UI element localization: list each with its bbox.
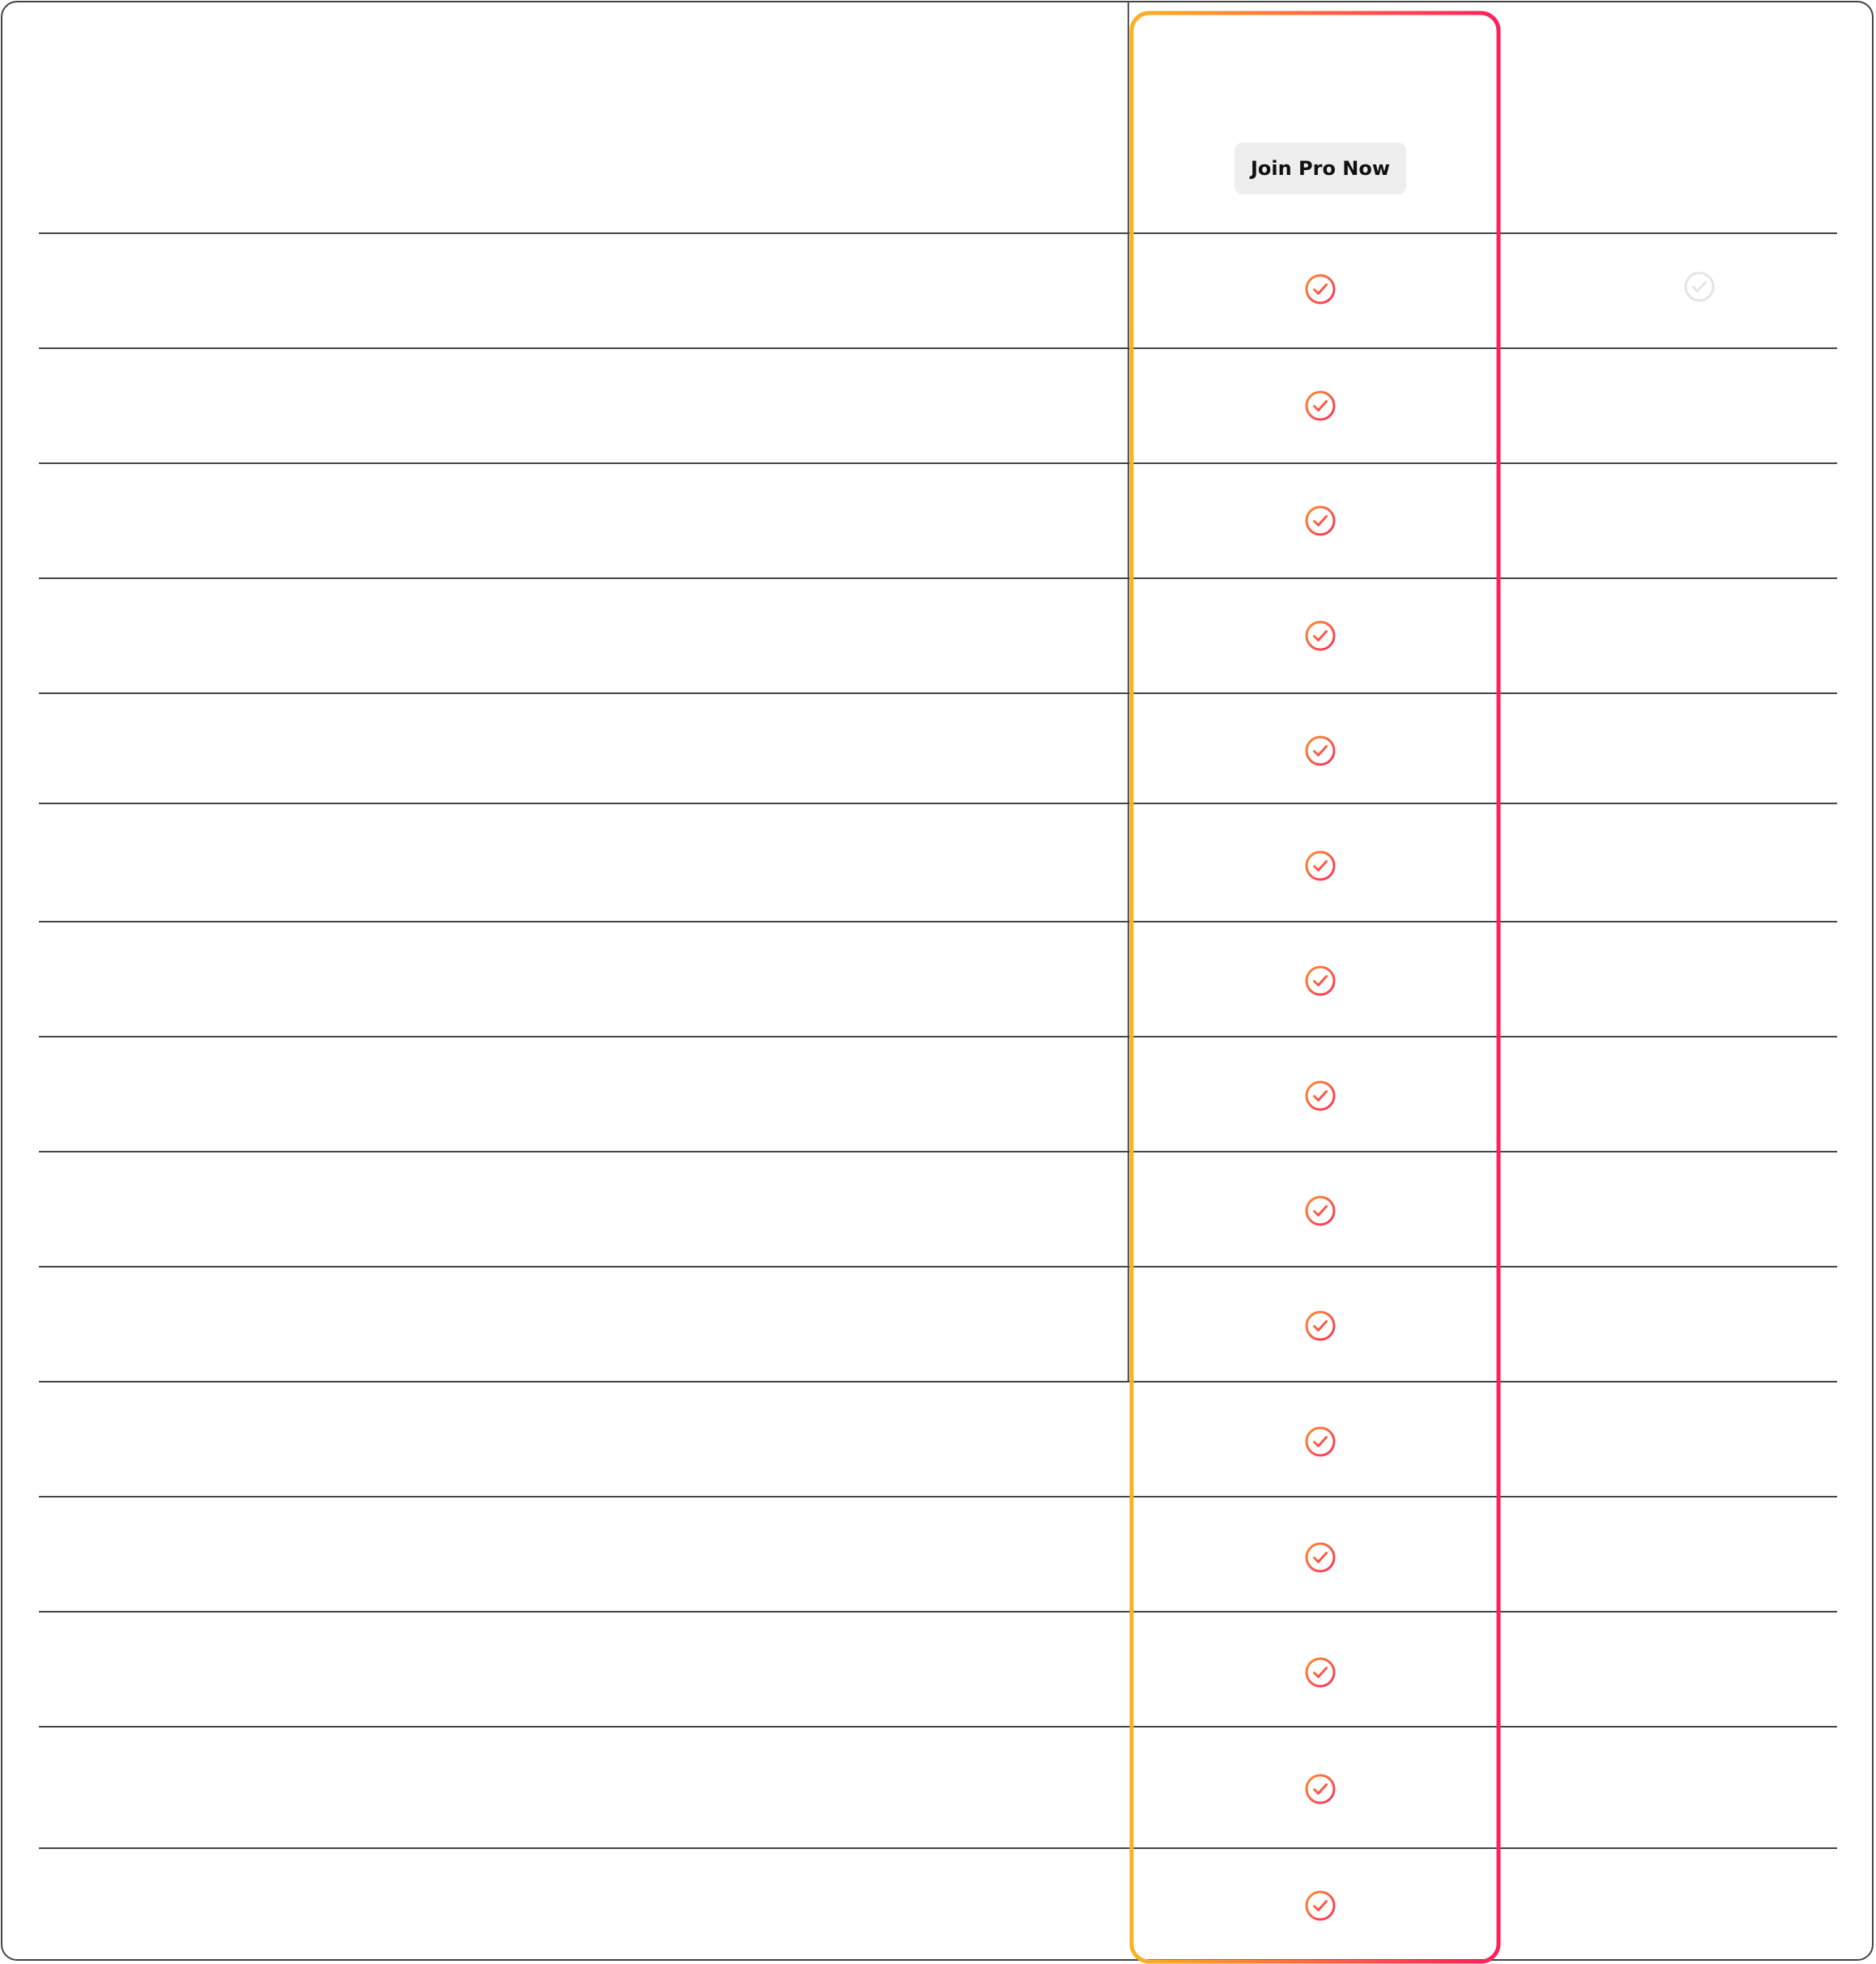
row-divider bbox=[39, 1151, 1837, 1152]
row-divider bbox=[39, 1381, 1837, 1382]
row-divider bbox=[39, 347, 1837, 349]
row-divider bbox=[39, 803, 1837, 804]
check-circle-icon bbox=[1683, 271, 1716, 303]
check-circle-icon bbox=[1304, 1656, 1337, 1689]
check-circle-icon bbox=[1304, 273, 1337, 305]
row-divider bbox=[39, 1611, 1837, 1613]
check-circle-icon bbox=[1304, 1541, 1337, 1574]
check-circle-icon bbox=[1304, 1195, 1337, 1227]
row-divider bbox=[39, 232, 1837, 234]
row-divider bbox=[39, 1496, 1837, 1497]
row-divider bbox=[39, 1036, 1837, 1037]
row-divider bbox=[39, 577, 1837, 579]
check-circle-icon bbox=[1304, 1889, 1337, 1922]
row-divider bbox=[39, 462, 1837, 464]
check-circle-icon bbox=[1304, 1425, 1337, 1458]
check-circle-icon bbox=[1304, 390, 1337, 422]
check-circle-icon bbox=[1304, 1080, 1337, 1112]
row-divider bbox=[39, 1726, 1837, 1728]
row-divider bbox=[39, 692, 1837, 694]
column-divider bbox=[1128, 2, 1129, 1382]
check-circle-icon bbox=[1304, 1773, 1337, 1805]
check-circle-icon bbox=[1304, 850, 1337, 882]
row-divider bbox=[39, 921, 1837, 922]
join-pro-button[interactable]: Join Pro Now bbox=[1234, 143, 1406, 194]
check-circle-icon bbox=[1304, 735, 1337, 767]
comparison-table-frame bbox=[1, 1, 1874, 1961]
check-circle-icon bbox=[1304, 505, 1337, 537]
check-circle-icon bbox=[1304, 620, 1337, 652]
row-divider bbox=[39, 1266, 1837, 1267]
check-circle-icon bbox=[1304, 965, 1337, 997]
row-divider bbox=[39, 1847, 1837, 1849]
check-circle-icon bbox=[1304, 1310, 1337, 1342]
